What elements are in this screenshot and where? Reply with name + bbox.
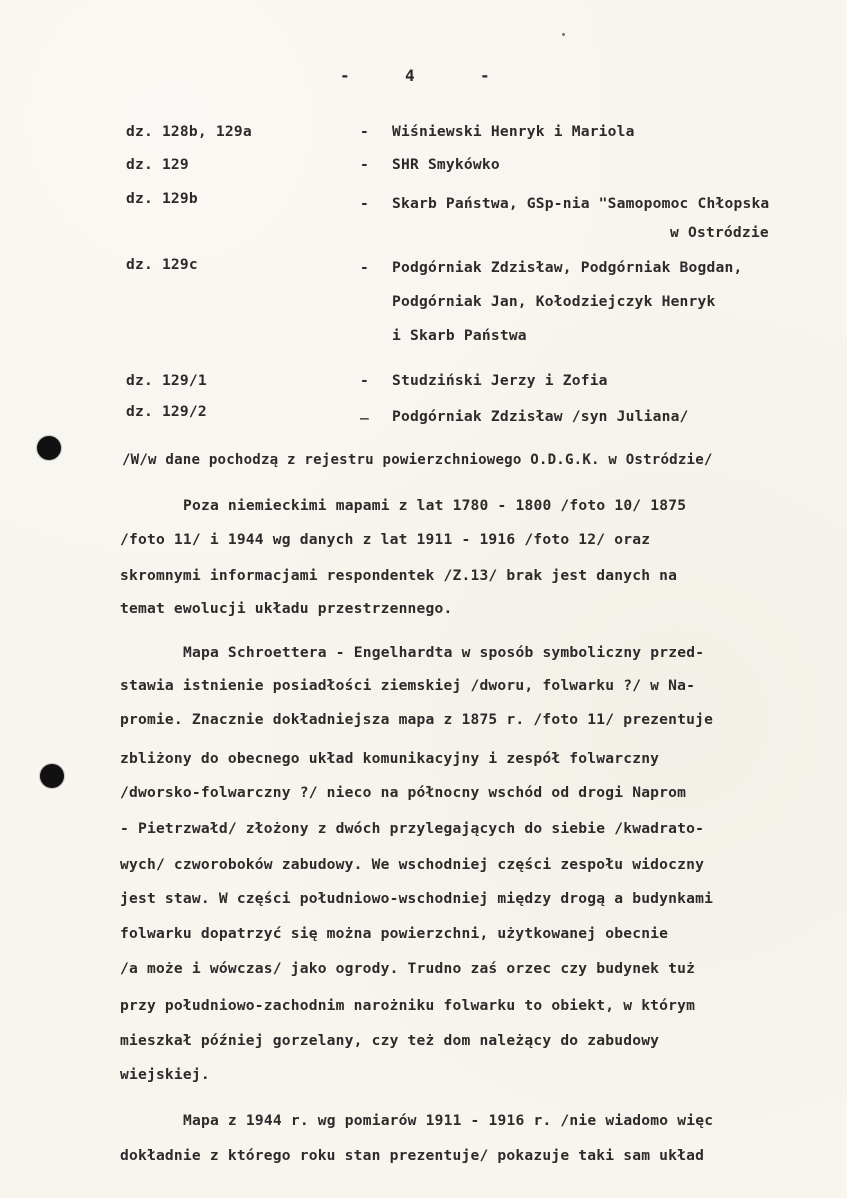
punch-hole: [37, 436, 61, 460]
header-dash-left: -: [340, 66, 350, 85]
parcel-label: dz. 128b, 129a: [126, 123, 252, 140]
owner-line: Podgórniak Zdzisław /syn Juliana/: [392, 408, 689, 425]
paragraph-line: skromnymi informacjami respondentek /Z.13/ brak jest danych na: [120, 567, 678, 584]
paragraph-line: zbliżony do obecnego układ komunikacyjny i zespół folwarczny: [120, 750, 660, 767]
paragraph-line: mieszkał później gorzelany, czy też dom należący do zabudowy: [120, 1032, 660, 1049]
parcel-label: dz. 129/1: [126, 372, 207, 389]
entry-dash: -: [360, 259, 369, 276]
owner-line: Skarb Państwa, GSp-nia "Samopomoc Chłopska: [392, 195, 770, 212]
entry-dash: _: [360, 403, 369, 420]
paragraph-line: Poza niemieckimi mapami z lat 1780 - 1800 /foto 10/ 1875: [183, 497, 687, 514]
owner-line: Podgórniak Jan, Kołodziejczyk Henryk: [392, 293, 716, 310]
owner-line: Podgórniak Zdzisław, Podgórniak Bogdan,: [392, 259, 743, 276]
paragraph-line: dokładnie z którego roku stan prezentuje/ pokazuje taki sam układ: [120, 1147, 705, 1164]
paragraph-line: /foto 11/ i 1944 wg danych z lat 1911 - 1916 /foto 12/ oraz: [120, 531, 651, 548]
entry-dash: -: [360, 372, 369, 389]
entry-dash: -: [360, 123, 369, 140]
paragraph-line: jest staw. W części południowo-wschodniej między drogą a budynkami: [120, 890, 714, 907]
paragraph-line: promie. Znacznie dokładniejsza mapa z 1875 r. /foto 11/ prezentuje: [120, 711, 714, 728]
paragraph-line: folwarku dopatrzyć się można powierzchni, użytkowanej obecnie: [120, 925, 669, 942]
parcel-label: dz. 129c: [126, 256, 198, 273]
paragraph-line: wych/ czworoboków zabudowy. We wschodniej części zespołu widoczny: [120, 856, 705, 873]
parcel-label: dz. 129: [126, 156, 189, 173]
paragraph-line: /a może i wówczas/ jako ogrody. Trudno zaś orzec czy budynek tuż: [120, 960, 696, 977]
page-number: 4: [405, 66, 415, 85]
parcel-label: dz. 129b: [126, 190, 198, 207]
paragraph-line: przy południowo-zachodnim narożniku folwarku to obiekt, w którym: [120, 997, 696, 1014]
paragraph-line: Mapa z 1944 r. wg pomiarów 1911 - 1916 r. /nie wiadomo więc: [183, 1112, 714, 1129]
paragraph-line: /dworsko-folwarczny ?/ nieco na północny wschód od drogi Naprom: [120, 784, 687, 801]
owner-line: w Ostródzie: [670, 224, 769, 241]
paragraph-line: - Pietrzwałd/ złożony z dwóch przylegających do siebie /kwadrato-: [120, 820, 705, 837]
punch-hole: [40, 764, 64, 788]
entry-dash: -: [360, 156, 369, 173]
paragraph-line: wiejskiej.: [120, 1066, 210, 1083]
paragraph-line: stawia istnienie posiadłości ziemskiej /dworu, folwarku ?/ w Na-: [120, 677, 696, 694]
owner-line: Studziński Jerzy i Zofia: [392, 372, 608, 389]
parcel-label: dz. 129/2: [126, 403, 207, 420]
owner-line: SHR Smykówko: [392, 156, 500, 173]
entry-dash: -: [360, 195, 369, 212]
header-dash-right: -: [480, 66, 490, 85]
paragraph-line: Mapa Schroettera - Engelhardta w sposób symboliczny przed-: [183, 644, 705, 661]
owner-line: Wiśniewski Henryk i Mariola: [392, 123, 635, 140]
owner-line: i Skarb Państwa: [392, 327, 527, 344]
paper-speck: [562, 33, 565, 36]
paragraph-line: temat ewolucji układu przestrzennego.: [120, 600, 453, 617]
source-note: /W/w dane pochodzą z rejestru powierzchniowego O.D.G.K. w Ostródzie/: [122, 452, 713, 468]
